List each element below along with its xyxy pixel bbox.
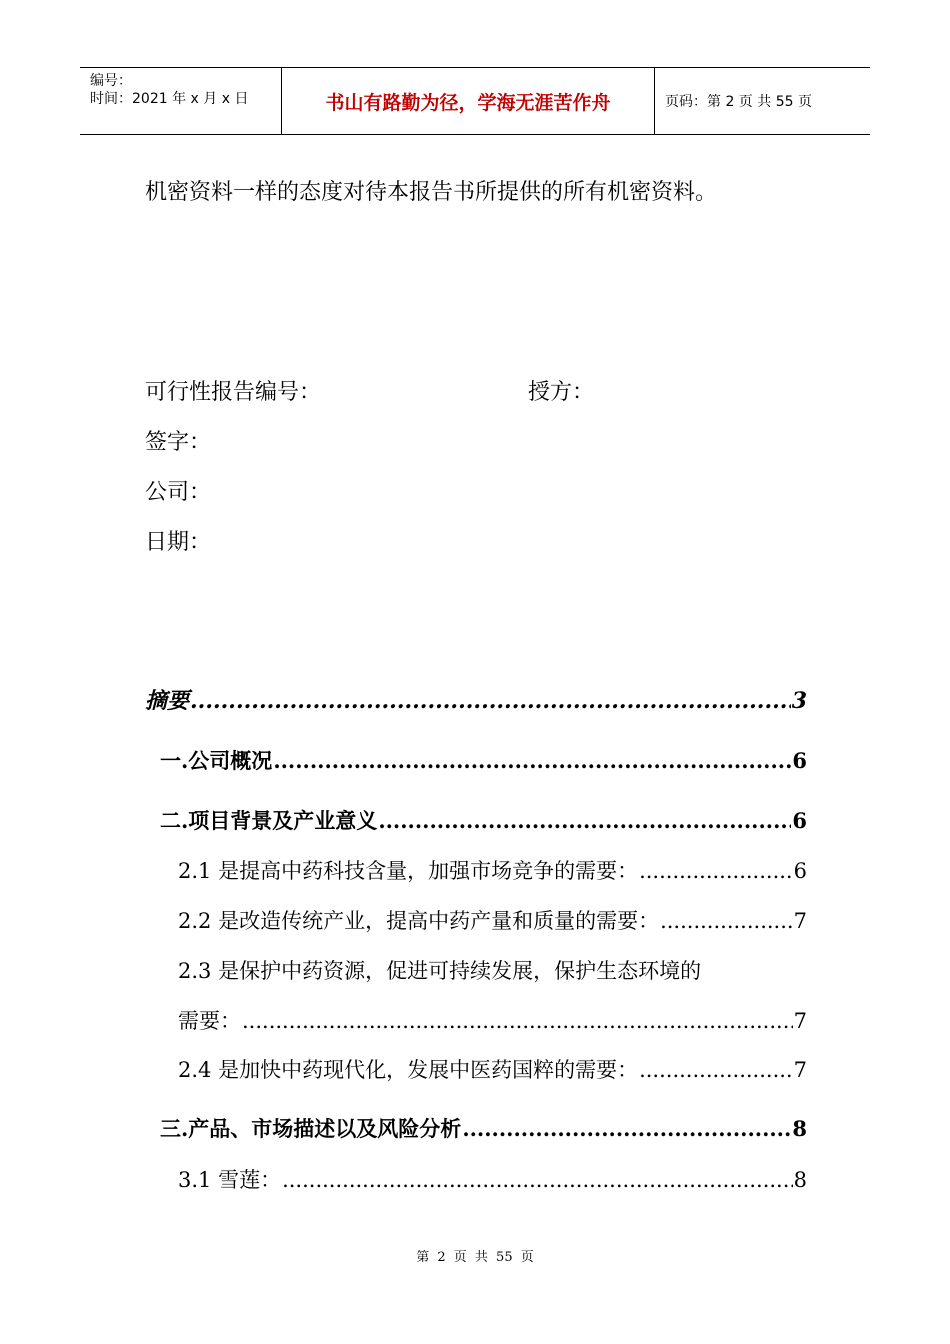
toc-entry-abstract[interactable] (145, 684, 807, 715)
page-footer: 第 2 页 共 55 页 (416, 1250, 534, 1265)
toc-entry-2-3-line1[interactable] (178, 955, 807, 985)
toc-entry-label: 一.公司概况 (160, 748, 273, 773)
date-label: 日期： (145, 530, 212, 555)
grantor-label: 授方： (528, 380, 595, 405)
toc-leader (273, 748, 791, 773)
header-motto: 书山有路勤为径，学海无涯苦作舟 (282, 68, 655, 134)
toc-entry-section-3[interactable] (160, 1113, 807, 1143)
toc-entry-page: 7 (793, 1009, 807, 1033)
toc-leader (639, 1058, 793, 1082)
toc-entry-2-2[interactable] (178, 905, 807, 935)
toc-entry-label: 2.2 是改造传统产业，提高中药产量和质量的需要： (178, 909, 660, 933)
toc-entry-section-2[interactable] (160, 805, 807, 835)
toc-leader (660, 909, 793, 933)
toc-entry-label: 摘要 (145, 688, 190, 714)
toc-leader (242, 1009, 793, 1033)
toc-leader (190, 688, 791, 714)
toc-entry-page: 6 (793, 859, 807, 883)
confidential-line: 机密资料一样的态度对待本报告书所提供的所有机密资料。 (145, 180, 718, 205)
toc-entry-page: 7 (793, 909, 807, 933)
toc-entry-label: 二.项目背景及产业意义 (160, 808, 378, 833)
company-label: 公司： (145, 480, 212, 505)
report-number-label: 可行性报告编号： (145, 380, 322, 405)
header-number-label: 编号： (90, 73, 132, 89)
toc-entry-page: 7 (793, 1058, 807, 1082)
toc-leader (282, 1168, 793, 1192)
toc-entry-label: 三.产品、市场描述以及风险分析 (160, 1116, 462, 1141)
toc-entry-page: 3 (791, 688, 807, 714)
signature-label: 签字： (145, 430, 212, 455)
toc-entry-label: 2.3 是保护中药资源，促进可持续发展，保护生态环境的 (178, 959, 702, 983)
toc-entry-label: 需要： (178, 1009, 241, 1033)
header-meta (80, 68, 282, 134)
toc-entry-page: 6 (792, 808, 807, 833)
toc-entry-label: 2.1 是提高中药科技含量，加强市场竞争的需要： (178, 859, 639, 883)
toc-entry-page: 6 (792, 748, 807, 773)
toc-entry-page: 8 (792, 1116, 807, 1141)
toc-entry-label: 3.1 雪莲： (178, 1168, 282, 1192)
header-time-label: 时间：2021 年 x 月 x 日 (90, 91, 249, 107)
toc-entry-label: 2.4 是加快中药现代化，发展中医药国粹的需要： (178, 1058, 639, 1082)
toc-entry-section-1[interactable] (160, 745, 807, 775)
toc-leader (639, 859, 793, 883)
toc-entry-2-3-line2[interactable] (178, 1005, 807, 1035)
header-page-info: 页码：第 2 页 共 55 页 (665, 94, 812, 110)
toc-leader (462, 1116, 791, 1141)
toc-entry-2-4[interactable] (178, 1054, 807, 1084)
page-header (80, 67, 870, 135)
toc-entry-3-1[interactable] (178, 1164, 807, 1194)
toc-entry-2-1[interactable] (178, 855, 807, 885)
toc-entry-page: 8 (793, 1168, 807, 1192)
toc-leader (378, 808, 791, 833)
